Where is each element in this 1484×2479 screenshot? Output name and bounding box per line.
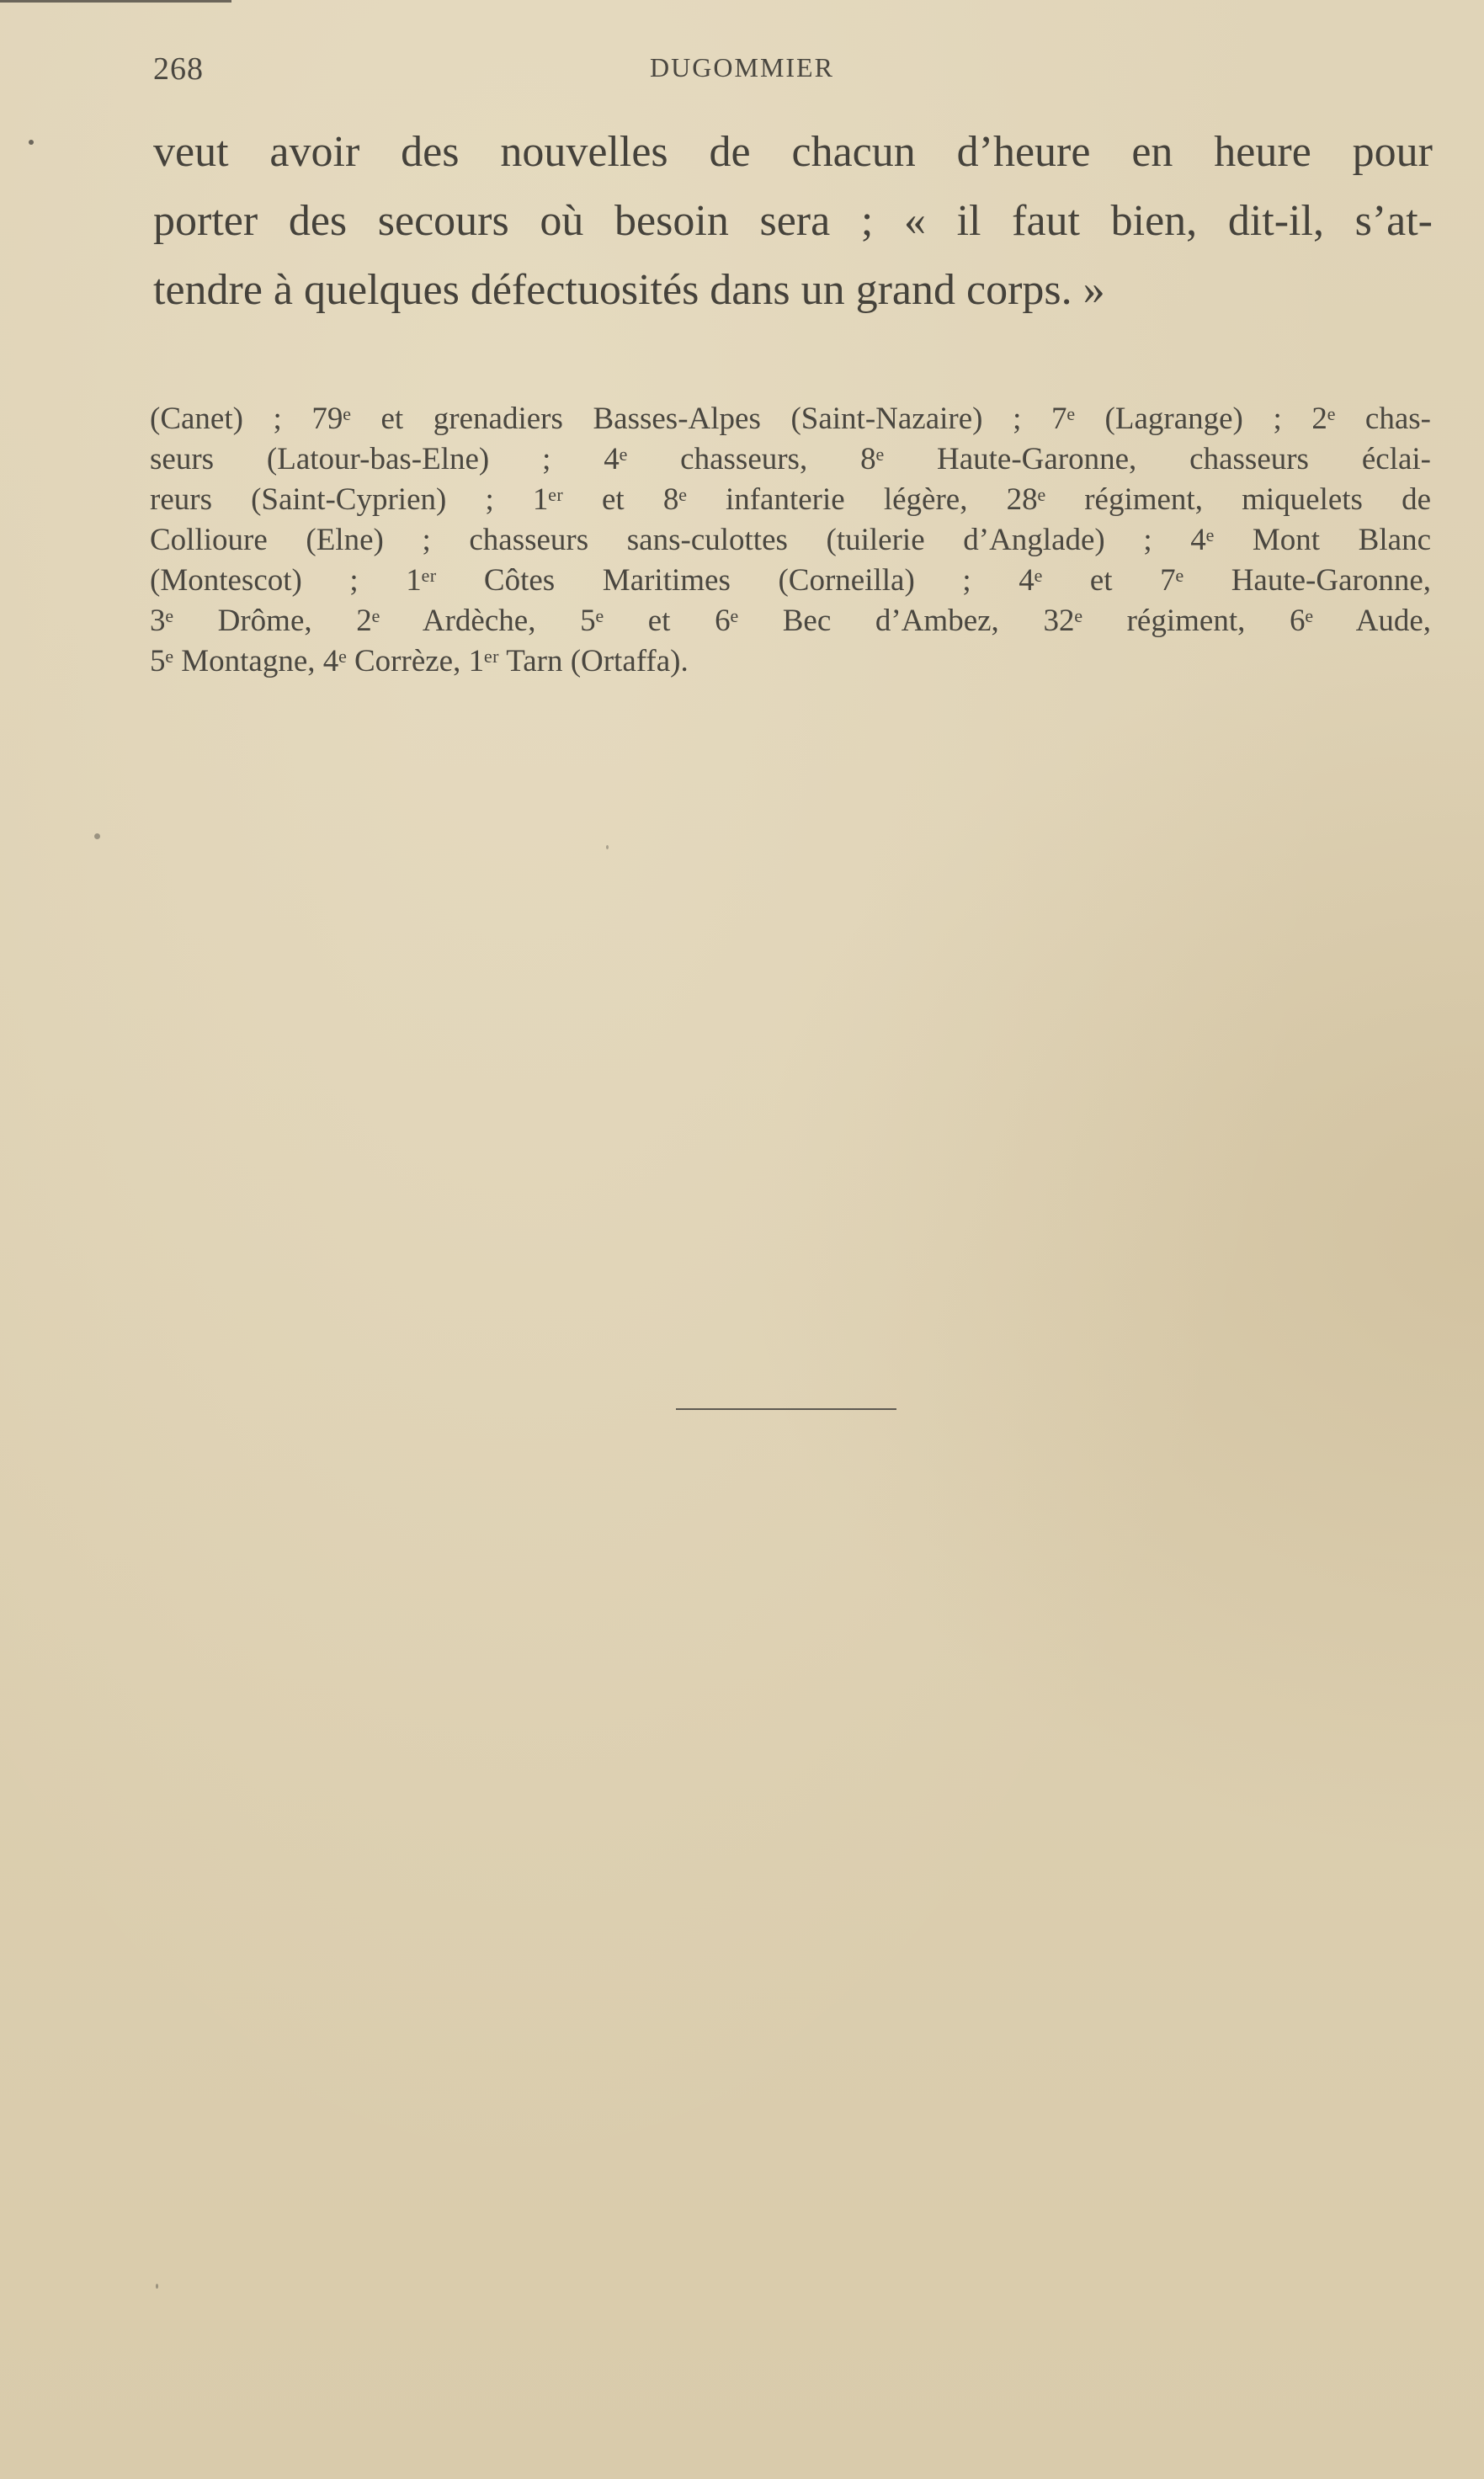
top-edge-rule — [0, 0, 231, 3]
note-text-line: reurs (Saint-Cyprien) ; 1ᵉʳ et 8ᵉ infanterie légère, 28ᵉ régiment, miquelets de — [150, 482, 1431, 517]
troop-list-paragraph — [150, 399, 1431, 682]
note-text-line: (Montescot) ; 1ᵉʳ Côtes Maritimes (Corneilla) ; 4ᵉ et 7ᵉ Haute-Garonne, — [150, 563, 1431, 598]
paper-speck — [94, 833, 100, 839]
note-text-line: Collioure (Elne) ; chasseurs sans-culottes (tuilerie d’Anglade) ; 4ᵉ Mont Blanc — [150, 523, 1431, 557]
running-title: DUGOMMIER — [650, 52, 834, 82]
main-text-line: veut avoir des nouvelles de chacun d’heure en heure pour — [153, 128, 1433, 176]
paper-speck — [156, 2284, 158, 2289]
note-text-line: (Canet) ; 79ᵉ et grenadiers Basses-Alpes (Saint-Nazaire) ; 7ᵉ (Lagrange) ; 2ᵉ chas- — [150, 402, 1431, 436]
paper-speck — [606, 845, 609, 849]
paper-speck — [29, 140, 34, 145]
page-number: 268 — [153, 51, 204, 87]
note-text-line: 5ᵉ Montagne, 4ᵉ Corrèze, 1ᵉʳ Tarn (Ortaffa). — [150, 644, 689, 678]
main-paragraph — [153, 118, 1433, 325]
section-end-rule — [676, 1408, 896, 1410]
main-text-line: porter des secours où besoin sera ; « il faut bien, dit-il, s’at- — [153, 197, 1433, 245]
note-text-line: seurs (Latour-bas-Elne) ; 4ᵉ chasseurs, 8ᵉ Haute-Garonne, chasseurs éclai- — [150, 442, 1431, 476]
note-text-line: 3ᵉ Drôme, 2ᵉ Ardèche, 5ᵉ et 6ᵉ Bec d’Ambez, 32ᵉ régiment, 6ᵉ Aude, — [150, 604, 1431, 638]
main-text-line: tendre à quelques défectuosités dans un grand corps. » — [153, 266, 1105, 314]
